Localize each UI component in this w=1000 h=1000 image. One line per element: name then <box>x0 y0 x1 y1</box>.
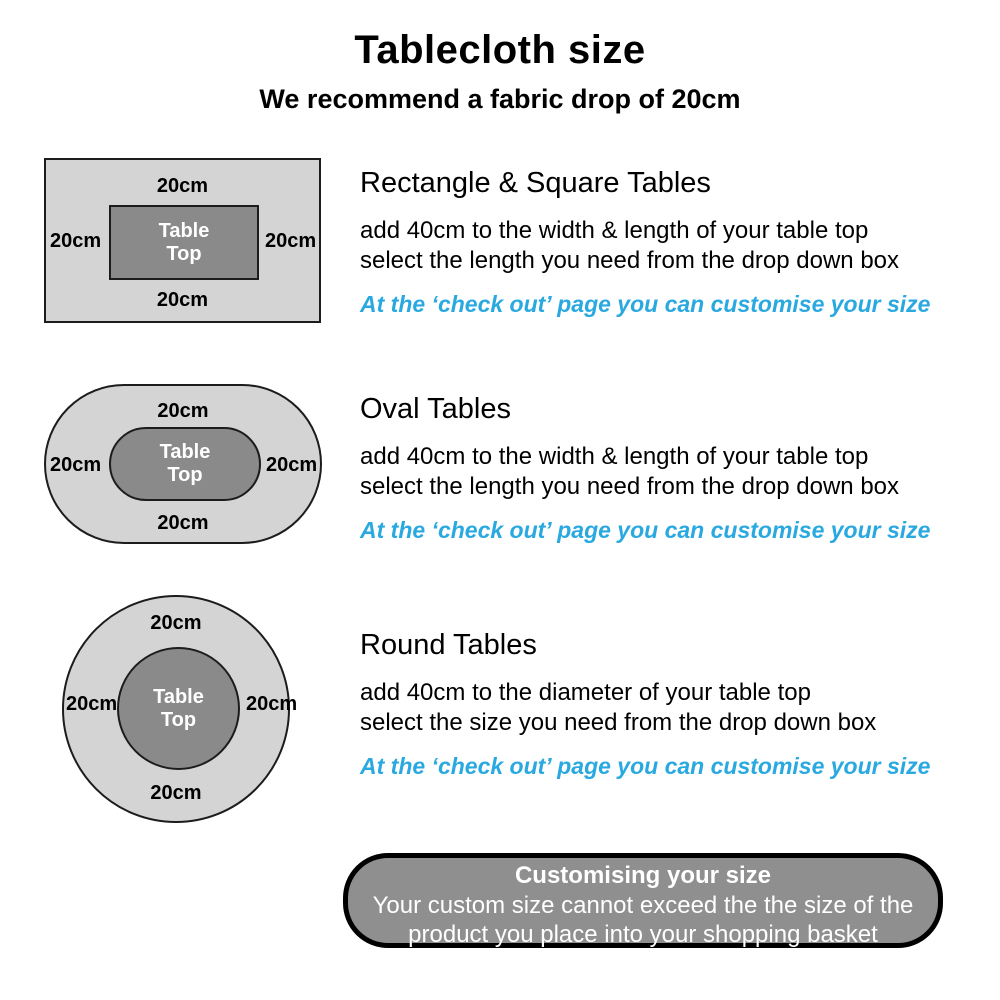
rectangle-drop-label-bottom: 20cm <box>156 289 209 311</box>
round-drop-label-left: 20cm <box>66 693 118 715</box>
section-instruction-line1: add 40cm to the diameter of your table top <box>360 679 811 706</box>
footer-note-line2: product you place into your shopping basket <box>408 921 878 948</box>
section-instruction-line2: select the size you need from the drop down box <box>360 709 877 736</box>
round-drop-label-right: 20cm <box>246 693 298 715</box>
section-round-tables <box>360 628 1000 780</box>
tabletop-label-line2: Top <box>166 242 202 265</box>
oval-drop-label-top: 20cm <box>157 400 209 422</box>
section-oval-tables <box>360 392 1000 544</box>
tabletop-label-line1: Table <box>159 441 211 463</box>
oval-drop-label-left: 20cm <box>50 454 102 476</box>
rectangle-drop-label-left: 20cm <box>50 230 102 252</box>
customising-size-note-box <box>343 853 943 948</box>
footer-note-heading: Customising your size <box>514 862 772 889</box>
section-heading: Rectangle & Square Tables <box>360 167 711 199</box>
tabletop-label-line1: Table <box>153 685 204 708</box>
footer-note-line1: Your custom size cannot exceed the the size of the <box>372 892 914 919</box>
oval-drop-label-bottom: 20cm <box>157 512 209 534</box>
section-instruction-line1: add 40cm to the width & length of your table top <box>360 443 869 470</box>
section-instruction-line2: select the length you need from the drop down box <box>360 473 900 500</box>
section-instruction-line2: select the length you need from the drop down box <box>360 247 900 274</box>
rectangle-tabletop-label <box>159 220 210 266</box>
tabletop-label-line2: Top <box>167 464 203 486</box>
round-tabletop-shape <box>117 647 240 770</box>
rectangle-drop-label-top: 20cm <box>156 175 209 197</box>
round-drop-label-bottom: 20cm <box>150 782 202 804</box>
rectangle-drop-label-right: 20cm <box>265 230 317 252</box>
section-heading: Round Tables <box>360 629 537 661</box>
section-customise-note: At the ‘check out’ page you can customise your size <box>360 291 931 317</box>
tabletop-label-line2: Top <box>160 708 197 731</box>
oval-tabletop-shape <box>109 427 261 501</box>
section-customise-note: At the ‘check out’ page you can customise your size <box>360 753 931 779</box>
oval-tabletop-label <box>160 441 211 487</box>
round-drop-label-top: 20cm <box>150 612 202 634</box>
round-tabletop-label <box>153 686 204 732</box>
section-heading: Oval Tables <box>360 393 511 425</box>
oval-drop-label-right: 20cm <box>266 454 318 476</box>
section-rectangle-square-tables <box>360 166 1000 318</box>
section-customise-note: At the ‘check out’ page you can customise your size <box>360 517 931 543</box>
rectangle-tabletop-shape <box>109 205 259 280</box>
section-instruction-line1: add 40cm to the width & length of your table top <box>360 217 869 244</box>
tabletop-label-line1: Table <box>158 219 210 242</box>
page-subtitle: We recommend a fabric drop of 20cm <box>259 84 741 114</box>
page-title: Tablecloth size <box>354 28 646 72</box>
